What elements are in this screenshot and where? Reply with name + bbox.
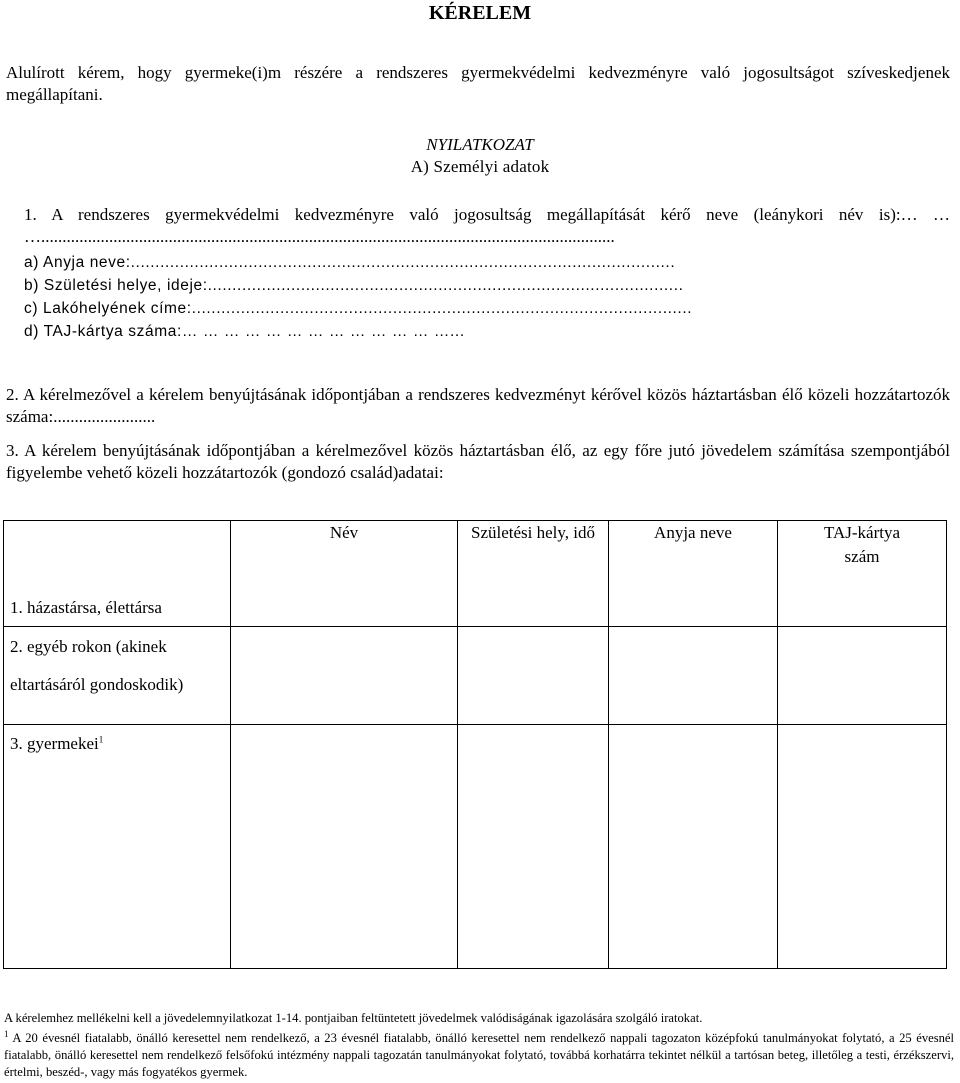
- item-1b-birth-place-date: b) Születési helye, ideje:.................................................................................................: [24, 277, 684, 294]
- attachment-note: A kérelemhez mellékelni kell a jövedelemnyilatkozat 1-14. pontjaiban feltüntetett jövedelmek valódiságának igazolására szolgáló iratokat.: [4, 1011, 703, 1025]
- header-name: Név: [231, 521, 458, 627]
- cell-taj-children[interactable]: [778, 725, 947, 969]
- section-a-heading: A) Személyi adatok: [410, 157, 550, 176]
- item-3-household-members: 3. A kérelem benyújtásának időpontjában a kérelmezővel közös háztartásban élő, az egy főre jutó jövedelem számítása szempontjából figyelembe vehető közeli hozzátartozók (gondozó család)adatai:: [6, 441, 950, 482]
- cell-mother-relative[interactable]: [609, 627, 778, 725]
- header-taj-number: TAJ-kártya szám: [778, 521, 947, 627]
- intro-paragraph: Alulírott kérem, hogy gyermeke(i)m részére a rendszeres gyermekvédelmi kedvezményre való jogosultságot szíveskedjenek megállapítani.: [6, 63, 950, 104]
- cell-mother-children[interactable]: [609, 725, 778, 969]
- cell-birth-relative[interactable]: [458, 627, 609, 725]
- header-birth-place-date: Születési hely, idő: [458, 521, 609, 627]
- item-2-household-count: 2. A kérelmezővel a kérelem benyújtásának időpontjában a rendszeres kedvezményt kérővel közös háztartásban élő közeli hozzátartozók száma:........................: [6, 385, 950, 426]
- household-members-table: [3, 520, 947, 969]
- cell-name-children[interactable]: [231, 725, 458, 969]
- cell-taj-relative[interactable]: [778, 627, 947, 725]
- row-label-other-relative: 2. egyéb rokon (akinek eltartásáról gondoskodik): [4, 627, 231, 725]
- cell-birth-children[interactable]: [458, 725, 609, 969]
- document-title: KÉRELEM: [428, 2, 532, 24]
- item-1-name: 1. A rendszeres gyermekvédelmi kedvezményre való jogosultság megállapítását kérő neve (leánykori név is):… … ….......................................................................................................................................: [24, 205, 950, 246]
- footnote-1: $^1$ A 20 évesnél fiatalabb, önálló keresettel nem rendelkező, a 23 évesnél fiatalabb, önálló keresettel nem rendelkező nappali tagozaton középfokú tanulmányokat folytató, a 25 évesnél fiatalabb, önálló keresettel nem rendelkező felsőfokú intézmény nappali tagozatán tanulmányokat folytató, továbbá korhatárra tekintet nélkül a tartósan beteg, illetőleg a testi, érzékszervi, értelmi, beszéd-, vagy más fogyatékos gyermek.: [4, 1028, 954, 1079]
- declaration-title: NYILATKOZAT: [426, 135, 534, 154]
- row-label-spouse: 1. házastársa, élettársa: [4, 521, 231, 627]
- item-1d-taj-number: d) TAJ-kártya száma:… … … … … … … … … … … … …...: [24, 323, 465, 340]
- cell-name-relative[interactable]: [231, 627, 458, 725]
- item-1c-address: c) Lakóhelyének címe:......................................................................................................: [24, 300, 693, 317]
- item-1a-mother-name: a) Anyja neve:...............................................................................................................: [24, 254, 676, 271]
- header-mother-name: Anyja neve: [609, 521, 778, 627]
- row-label-children: 3. gyermekei$^1$: [4, 725, 231, 969]
